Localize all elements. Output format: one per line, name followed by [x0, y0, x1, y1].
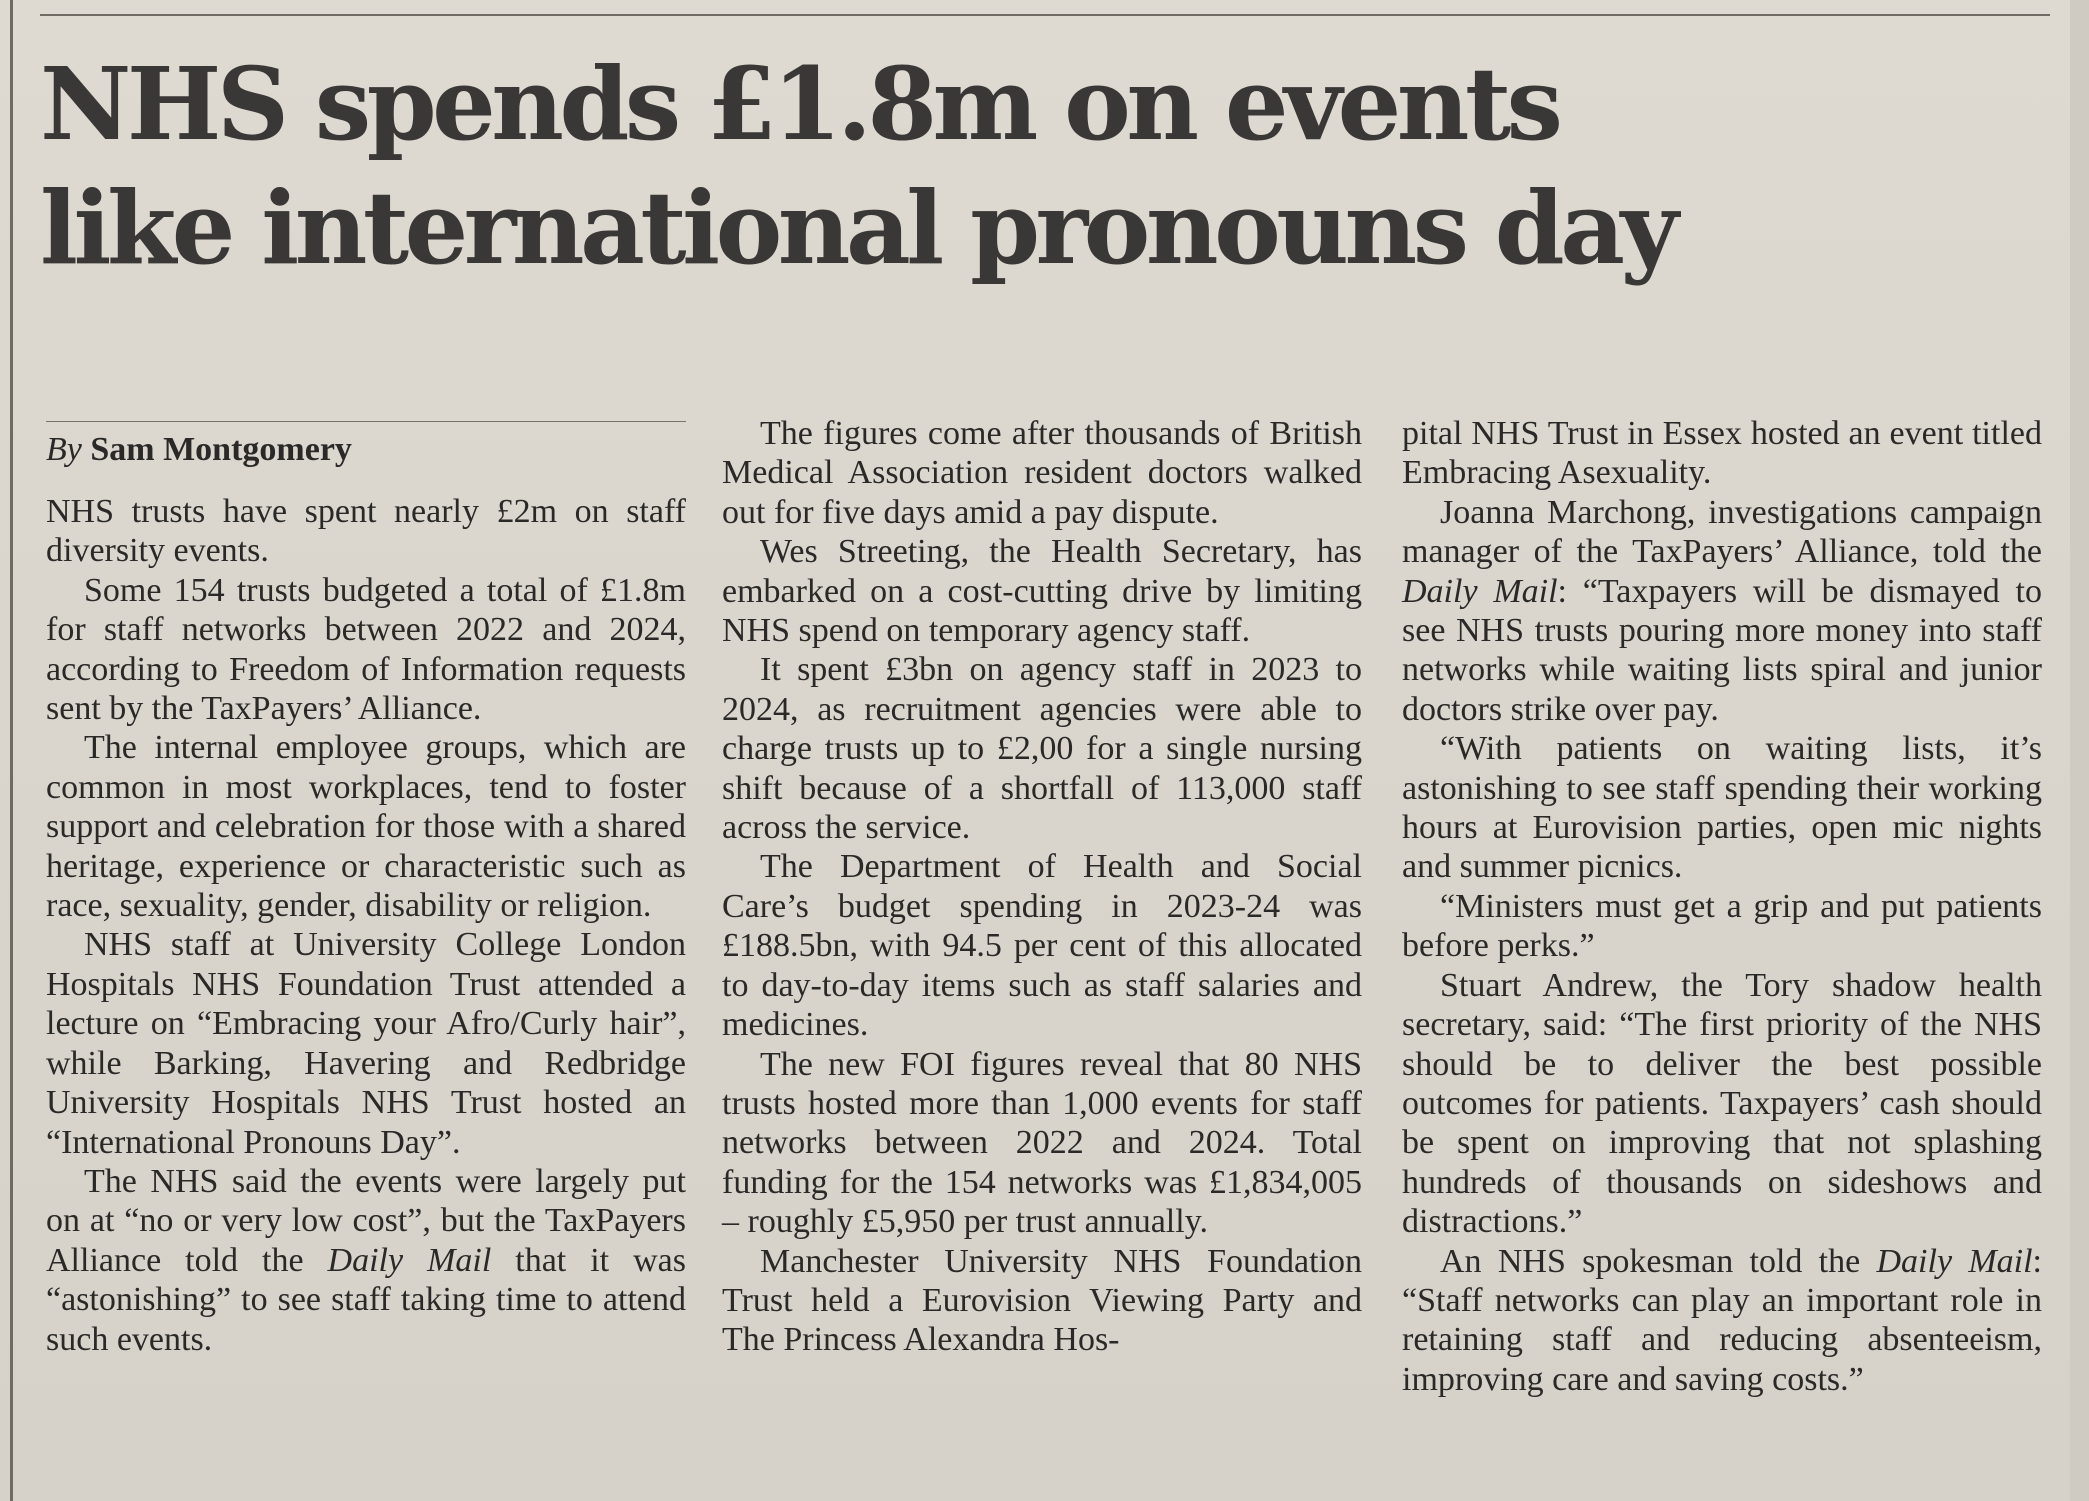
headline	[40, 42, 2060, 290]
page-edge	[10, 0, 13, 1501]
paragraph: pital NHS Trust in Essex hosted an event titled Embracing Asexuality.	[1402, 415, 2042, 492]
column-3	[1402, 414, 2042, 1399]
paragraph: The figures come after thousands of British Medical Association resident doctors walked out for five days amid a pay dispute.	[722, 415, 1362, 531]
paragraph: “With patients on waiting lists, it’s astonishing to see staff spending their working hours at Eurovision parties, open mic nights and summer picnics.	[1402, 730, 2042, 886]
byline	[46, 430, 686, 470]
top-rule	[40, 14, 2050, 16]
adjacent-page-strip	[2070, 0, 2089, 1501]
paragraph: It spent £3bn on agency staff in 2023 to 2024, as recruitment agencies were able to charge trusts up to £2,00 for a single nursing shift because of a shortfall of 113,000 staff across the service.	[722, 651, 1362, 847]
paragraph-text: : “Staff networks can play an important role in retaining staff and reducing absenteeism, improving care and saving costs.”	[1402, 1242, 2042, 1398]
paragraph: Manchester University NHS Foundation Trust held a Eurovision Viewing Party and The Princess Alexandra Hos-	[722, 1242, 1362, 1359]
headline-line-2: like international pronouns day	[40, 169, 1675, 287]
paragraph-text: that it was “astonishing” to see staff taking time to attend such events.	[46, 1241, 686, 1358]
paragraph: Stuart Andrew, the Tory shadow health secretary, said: “The first priority of the NHS should be to deliver the best possible outcomes for patients. Taxpayers’ cash should be spent on improving that not splashing hundreds of thousands on sideshows and distractions.”	[1402, 966, 2042, 1241]
publication-name: Daily Mail	[1402, 572, 1558, 610]
paragraph	[1402, 493, 2042, 729]
column-2	[722, 414, 1362, 1360]
paragraph	[1402, 1242, 2042, 1400]
paragraph: The Department of Health and Social Care’s budget spending in 2023-24 was £188.5bn, with 94.5 per cent of this allocated to day-to-day items such as staff salaries and medicines.	[722, 848, 1362, 1044]
paragraph	[46, 1162, 686, 1359]
paragraph: Wes Streeting, the Health Secretary, has embarked on a cost-cutting drive by limiting NHS spend on temporary agency staff.	[722, 533, 1362, 650]
paragraph: NHS trusts have spent nearly £2m on staff diversity events.	[46, 493, 686, 570]
paragraph-text: : “Taxpayers will be dismayed to see NHS trusts pouring more money into staff networks while waiting lists spiral and junior doctors strike over pay.	[1402, 572, 2042, 728]
publication-name: Daily Mail	[327, 1241, 492, 1279]
publication-name: Mail	[1968, 1242, 2033, 1280]
byline-prefix: By	[46, 431, 82, 468]
paragraph: Some 154 trusts budgeted a total of £1.8m for staff networks between 2022 and 2024, according to Freedom of Information requests sent by the TaxPayers’ Alliance.	[46, 571, 686, 728]
paragraph-text: An NHS spokesman told the	[1440, 1242, 1861, 1280]
paragraph-text: The NHS said the events were largely put on at “no or very low cost”, but the TaxPayers Alliance told the	[46, 1162, 686, 1279]
paragraph-text: Joanna Marchong, investigations campaign manager of the TaxPayers’ Alliance, told the	[1402, 493, 2042, 571]
paragraph: NHS staff at University College London Hospitals NHS Foundation Trust attended a lecture on “Embracing your Afro/Curly hair”, while Barking, Havering and Redbridge University Hospitals NHS Trust hosted an “International Pronouns Day”.	[46, 926, 686, 1161]
byline-rule	[46, 421, 686, 422]
paragraph: The new FOI figures reveal that 80 NHS trusts hosted more than 1,000 events for staff networks between 2022 and 2024. Total funding for the 154 networks was £1,834,005 – roughly £5,950 per trust annually.	[722, 1045, 1362, 1241]
headline-line-1: NHS spends £1.8m on events	[40, 45, 1559, 163]
byline-author: Sam Montgomery	[90, 431, 352, 468]
paragraph: The internal employee groups, which are common in most workplaces, tend to foster support and celebration for those with a shared heritage, experience or characteristic such as race, sexuality, gender, disability or religion.	[46, 729, 686, 925]
publication-name: Daily	[1876, 1242, 1953, 1280]
paragraph: “Ministers must get a grip and put patients before perks.”	[1402, 887, 2042, 965]
column-1	[46, 492, 686, 1359]
